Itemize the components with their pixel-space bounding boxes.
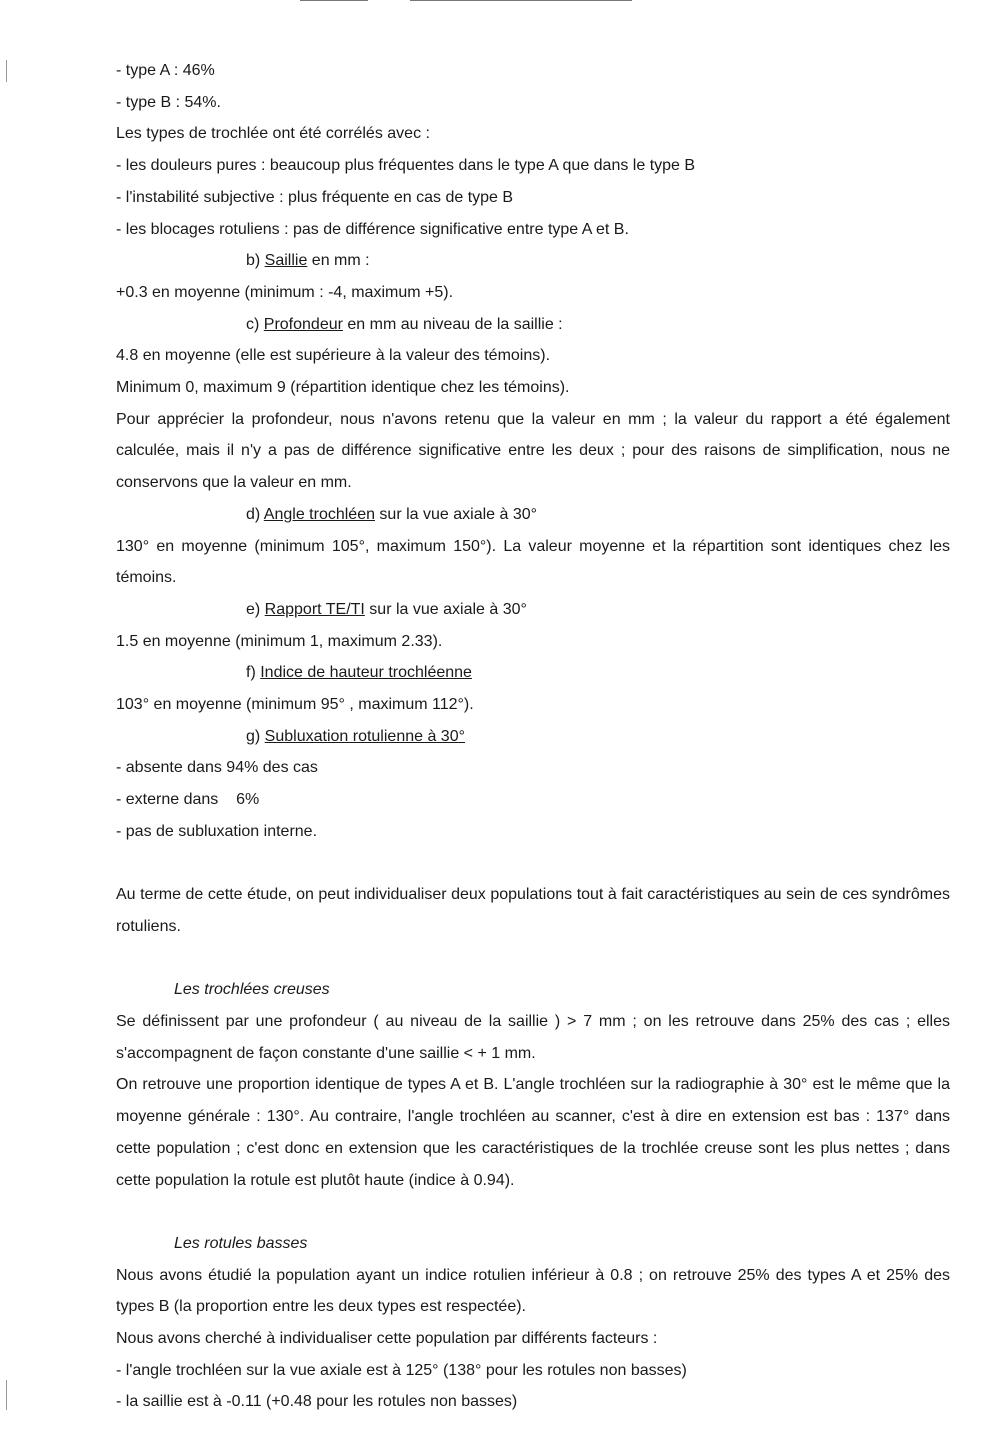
saillie-heading: b) Saillie en mm :	[246, 252, 370, 270]
subluxation-title: Subluxation rotulienne à 30°	[264, 727, 465, 745]
scan-artifact-mark	[6, 1380, 7, 1410]
section-heading-trochlees-creuses: Les trochlées creuses	[174, 981, 330, 999]
document-page	[116, 55, 950, 1418]
scan-artifact-line	[410, 0, 632, 1]
angle-title: Angle trochléen	[263, 505, 375, 523]
correlation-intro: Les types de trochlée ont été corrélés avec :	[116, 125, 430, 143]
indice-title: Indice de hauteur trochléenne	[260, 664, 472, 682]
saillie-text: +0.3 en moyenne (minimum : -4, maximum +5).	[116, 283, 454, 301]
scan-artifact-mark	[6, 60, 7, 82]
profondeur-line2: Minimum 0, maximum 9 (répartition identique chez les témoins).	[116, 379, 570, 397]
list-item: - les douleurs pures : beaucoup plus fréquentes dans le type A que dans le type B	[116, 157, 696, 175]
scan-artifact-line	[300, 0, 368, 1]
rotules-basses-para1: Nous avons étudié la population ayant un indice rotulien inférieur à 0.8 ; on retrouve 25% des types A et 25% des types B (la proportion entre les deux types est respectée).	[116, 1266, 950, 1316]
list-item: - les blocages rotuliens : pas de différence significative entre type A et B.	[116, 220, 629, 238]
profondeur-paragraph: Pour apprécier la profondeur, nous n'avons retenu que la valeur en mm ; la valeur du rapport a été également calculée, mais il n'y a pas de différence significative entre les deux ; pour des raisons de simplification, nous ne conservons que la valeur en mm.	[116, 410, 950, 492]
section-heading-rotules-basses: Les rotules basses	[174, 1234, 308, 1252]
list-item: - l'instabilité subjective : plus fréquente en cas de type B	[116, 188, 514, 206]
rotules-basses-para2: Nous avons cherché à individualiser cette population par différents facteurs :	[116, 1330, 658, 1348]
spacer	[116, 943, 950, 975]
list-item: - type A : 46%	[116, 62, 215, 79]
angle-heading: d) Angle trochléen sur la vue axiale à 30°	[246, 505, 538, 523]
indice-heading: f) Indice de hauteur trochléenne	[246, 664, 472, 682]
profondeur-line1: 4.8 en moyenne (elle est supérieure à la valeur des témoins).	[116, 347, 551, 365]
list-item: - la saillie est à -0.11 (+0.48 pour les rotules non basses)	[116, 1393, 518, 1411]
trochlees-creuses-para2: On retrouve une proportion identique de types A et B. L'angle trochléen sur la radiographie à 30° est le même que la moyenne générale : 130°. Au contraire, l'angle trochléen au scanner, c'est à dire en extension est bas : 137° dans cette population ; c'est donc en extension que les caractéristiques de la trochlée creuse sont les plus nettes ; dans cette population la rotule est plutôt haute (indice à 0.94).	[116, 1076, 950, 1189]
spacer	[116, 1196, 950, 1228]
subluxation-heading: g) Subluxation rotulienne à 30°	[246, 727, 465, 745]
rapport-title: Rapport TE/TI	[264, 600, 365, 618]
conclusion-paragraph: Au terme de cette étude, on peut individualiser deux populations tout à fait caractéristiques au sein de ces syndrômes rotuliens.	[116, 886, 950, 935]
trochlees-creuses-para1: Se définissent par une profondeur ( au niveau de la saillie ) > 7 mm ; on les retrouve dans 25% des cas ; elles s'accompagnent de façon constante d'une saillie < + 1 mm.	[116, 1013, 950, 1062]
list-item: - externe dans 6%	[116, 791, 260, 809]
list-item: - type B : 54%.	[116, 93, 221, 111]
list-item: - pas de subluxation interne.	[116, 822, 318, 840]
rapport-text: 1.5 en moyenne (minimum 1, maximum 2.33).	[116, 632, 443, 650]
angle-text: 130° en moyenne (minimum 105°, maximum 150°). La valeur moyenne et la répartition sont identiques chez les témoins.	[116, 537, 950, 587]
spacer	[116, 848, 950, 880]
list-item: - l'angle trochléen sur la vue axiale est à 125° (138° pour les rotules non basses)	[116, 1361, 687, 1379]
rapport-heading: e) Rapport TE/TI sur la vue axiale à 30°	[246, 600, 527, 618]
list-item: - absente dans 94% des cas	[116, 759, 318, 777]
profondeur-title: Profondeur	[263, 315, 343, 333]
profondeur-heading: c) Profondeur en mm au niveau de la saillie :	[246, 315, 563, 333]
saillie-title: Saillie	[264, 252, 308, 270]
indice-text: 103° en moyenne (minimum 95° , maximum 112°).	[116, 696, 474, 714]
